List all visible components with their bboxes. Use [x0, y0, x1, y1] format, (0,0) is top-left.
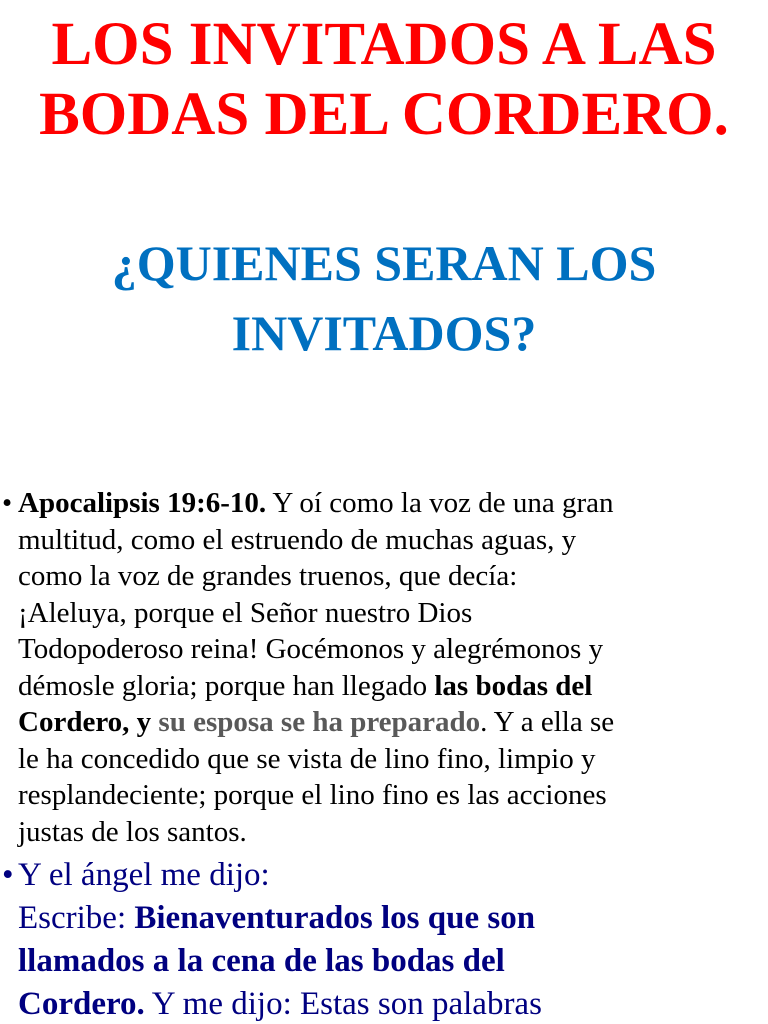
p1-line-6	[18, 668, 762, 705]
p2-line-2-text: Escribe:	[18, 900, 135, 936]
p1-line-1-text: Y oí como la voz de una gran	[266, 487, 614, 519]
p1-line-8: le ha concedido que se vista de lino fino, limpio y	[18, 742, 596, 775]
title-line-1: LOS INVITADOS A LAS	[51, 11, 717, 78]
subtitle-line-2: INVITADOS?	[231, 305, 537, 361]
p2-line-4	[18, 983, 762, 1024]
p2-line-2	[18, 897, 762, 940]
p1-line-6-text: démosle gloria; porque han llegado	[18, 669, 435, 702]
p1-line-4: ¡Aleluya, porque el Señor nuestro Dios	[18, 596, 473, 629]
slide-subtitle	[0, 228, 768, 368]
slide-body	[0, 485, 768, 1024]
p1-line-2: multitud, como el estruendo de muchas aguas, y	[18, 523, 577, 556]
bullet-icon: •	[2, 487, 13, 519]
p1-line-3: como la voz de grandes truenos, que decía:	[18, 560, 518, 592]
bullet-icon: •	[2, 857, 14, 893]
bullet-paragraph-apocalipsis	[0, 485, 768, 850]
p1-line-7-bold: Cordero, y	[18, 706, 159, 738]
p1-line-10: justas de los santos.	[18, 815, 247, 848]
p2-line-1: Y el ángel me dijo:	[18, 857, 270, 893]
p2-line-4-bold: Cordero.	[18, 986, 145, 1022]
slide-title	[0, 10, 768, 150]
p1-line-7-highlight: su esposa se ha preparado	[158, 706, 481, 738]
p1-line-7	[18, 704, 762, 741]
p1-line-1	[18, 485, 762, 522]
p2-line-2-bold: Bienaventurados los que son	[134, 900, 536, 936]
p1-line-7-text: . Y a ella se	[480, 706, 615, 738]
p2-line-3: llamados a la cena de las bodas del	[18, 943, 505, 979]
bullet-paragraph-angel	[0, 854, 768, 1024]
subtitle-line-1: ¿QUIENES SERAN LOS	[111, 235, 657, 291]
p2-line-4-text: Y me dijo: Estas son palabras	[144, 986, 542, 1022]
scripture-reference: Apocalipsis 19:6-10.	[18, 487, 267, 519]
p1-line-5: Todopoderoso reina! Gocémonos y alegrémonos y	[18, 633, 604, 665]
p1-line-6-bold: las bodas del	[434, 669, 593, 702]
title-line-2: BODAS DEL CORDERO.	[39, 81, 729, 148]
p1-line-9: resplandeciente; porque el lino fino es las acciones	[18, 779, 607, 811]
